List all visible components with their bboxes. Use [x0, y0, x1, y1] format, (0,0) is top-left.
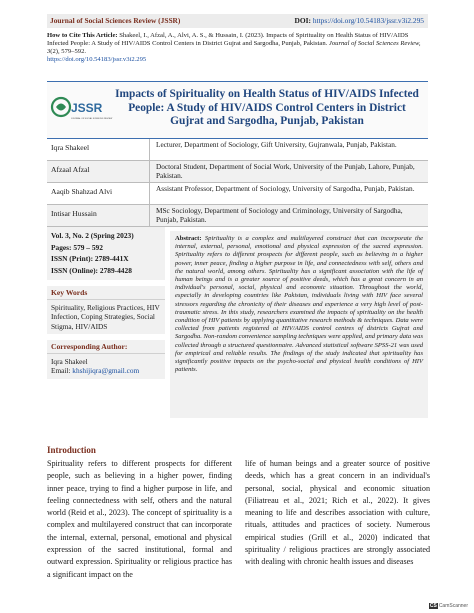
keywords-text: Spirituality, Religious Practices, HIV Infection, Coping Strategies, Social Stigma, HIV/AIDS [51, 302, 160, 331]
author-row [47, 205, 428, 227]
author-affiliation: Doctoral Student, Department of Social Work, University of the Punjab, Lahore, Punjab, Pakistan. [149, 161, 428, 182]
author-row [47, 161, 428, 183]
author-affiliation: Lecturer, Department of Sociology, Gift University, Gujranwala, Punjab, Pakistan. [149, 139, 428, 160]
header-doi [295, 16, 424, 25]
author-name: Afzaal Afzal [51, 165, 90, 174]
cite-journal: Journal of Social Sciences Review, 3 [47, 40, 421, 55]
corresponding-author-box [47, 340, 165, 379]
author-name: Intisar Hussain [51, 209, 97, 218]
cite-label: How to Cite This Article: [47, 32, 118, 39]
cite-text: Shakeel, I., Afzal, A., Alvi, A. S., & Hussain, I. (2023). Impacts of Spirituality on Health Status of HIV/AIDS Infected People: A Study of HIV/AIDS Control Centers in District Gujrat and Sargodha, Punjab, Pakistan. [47, 32, 409, 47]
author-name: Aaqib Shahzad Alvi [51, 187, 113, 196]
author-affiliation: MSc Sociology, Department of Sociology and Criminology, University of Sargodha, Punjab, Pakistan. [149, 205, 428, 226]
jssr-logo [51, 92, 113, 126]
journal-header-bar [47, 14, 428, 28]
keywords-box [47, 286, 165, 334]
intro-column-right: life of human beings and a greater source of positive deeds, which has a great concern in an individual's personal, social, physical and economic situation (Filiatreau et al., 2021; Rich et al., 2022). It gives meaning to life and describes association with culture, rituals, attitudes and practices of society. Numerous empirical studies (Grill et al., 2020) indicated that spirituality / religious practices are strongly associated with dealing with chronic health issues and diseases [245, 459, 430, 567]
doi-label: DOI: [294, 16, 311, 25]
issn-online: ISSN (Online): 2789-4428 [51, 266, 132, 276]
abstract-label: Abstract: [175, 235, 202, 242]
email-label: Email: [51, 366, 71, 376]
author-affiliation: Assistant Professor, Department of Sociology, University of Sargodha, Punjab, Pakistan. [149, 183, 428, 204]
article-title: Impacts of Spirituality on Health Status of HIV/AIDS Infected People: A Study of HIV/AIDS Control Centers in District Gujrat and Sargodha, Punjab, Pakistan [115, 88, 419, 128]
cite-rest: (2), 579–592. [50, 48, 87, 55]
camscanner-text: CamScanner [438, 603, 468, 609]
cite-doi-link[interactable]: https://doi.org/10.54183/jssr.v3i2.295 [47, 56, 147, 63]
introduction-heading: Introduction [47, 445, 96, 455]
email-link[interactable]: khshijiqra@gmail.com [72, 366, 140, 376]
title-box [47, 81, 428, 139]
issn-print: ISSN (Print): 2789-441X [51, 254, 129, 264]
corresponding-heading: Corresponding Author: [47, 340, 165, 354]
corresponding-name: Iqra Shakeel [51, 357, 88, 367]
logo-caption: JOURNAL OF SOCIAL SCIENCES REVIEW [71, 118, 113, 120]
author-name: Iqra Shakeel [51, 143, 90, 152]
abstract-text: Spirituality is a complex and multilayered construct that can incorporate the internal, external, personal, emotional and physical expression of the sacred expression. Spirituality refers to different prospects for different people, such as believing in a higher power, inner peace, finding a higher purpose in life, and connectedness with self, others and the natural world, among others. Spirituality has a significant association with the life of human beings and is a greater source of positive deeds, which has a great concern in an individual's personal, social, physical and economic situation. Throughout the world, especially in developing countries like Pakistan, individuals living with HIV face several stressors regarding the chronicity of their diseases and experience a very high level of post-traumatic stress. In this study, researchers examined the impacts of spirituality on the health condition of HIV patients by applying quantitative research methods & techniques. Data were collected from patients registered at HIV/AIDS control centres of districts Gujrat and Sargodha. Non-random convenience sampling techniques were applied, and primary data was collected through a structured questionnaire. Advanced statistical software SPSS-21 was used for empirical and reliable results. The findings of the study indicated that spirituality has significantly positive impacts on the psycho-social and physical health conditions of HIV patients. [175, 235, 423, 374]
authors-table [47, 139, 428, 227]
issue-info [47, 227, 165, 280]
author-row [47, 139, 428, 161]
camscanner-badge: CS [429, 603, 437, 609]
issue-pages: Pages: 579 – 592 [51, 242, 103, 252]
article-info-column [47, 227, 165, 379]
intro-column-left: Spirituality refers to different prospects for different people, such as believing in a higher power, finding inner peace, trying to find a higher purpose in life, and feeling connectedness with self, others and the natural world (Reid et al., 2023). The concept of spirituality is a complex and multilayered construct that can incorporate the internal, external, personal, emotional and physical expression of the sacred institutional, formal and outward expression. Spirituality or religious practice has a significant impact on the [47, 459, 232, 579]
keywords-heading: Key Words [47, 286, 165, 300]
author-row [47, 183, 428, 205]
abstract-box [170, 231, 428, 418]
logo-text: JSSR [71, 101, 103, 115]
camscanner-watermark [429, 603, 468, 609]
journal-title: Journal of Social Sciences Review (JSSR) [50, 16, 181, 25]
doi-link[interactable]: https://doi.org/10.54183/jssr.v3i2.295 [312, 16, 424, 25]
how-to-cite [47, 32, 428, 64]
issue-volume: Vol. 3, No. 2 (Spring 2023) [51, 231, 134, 240]
